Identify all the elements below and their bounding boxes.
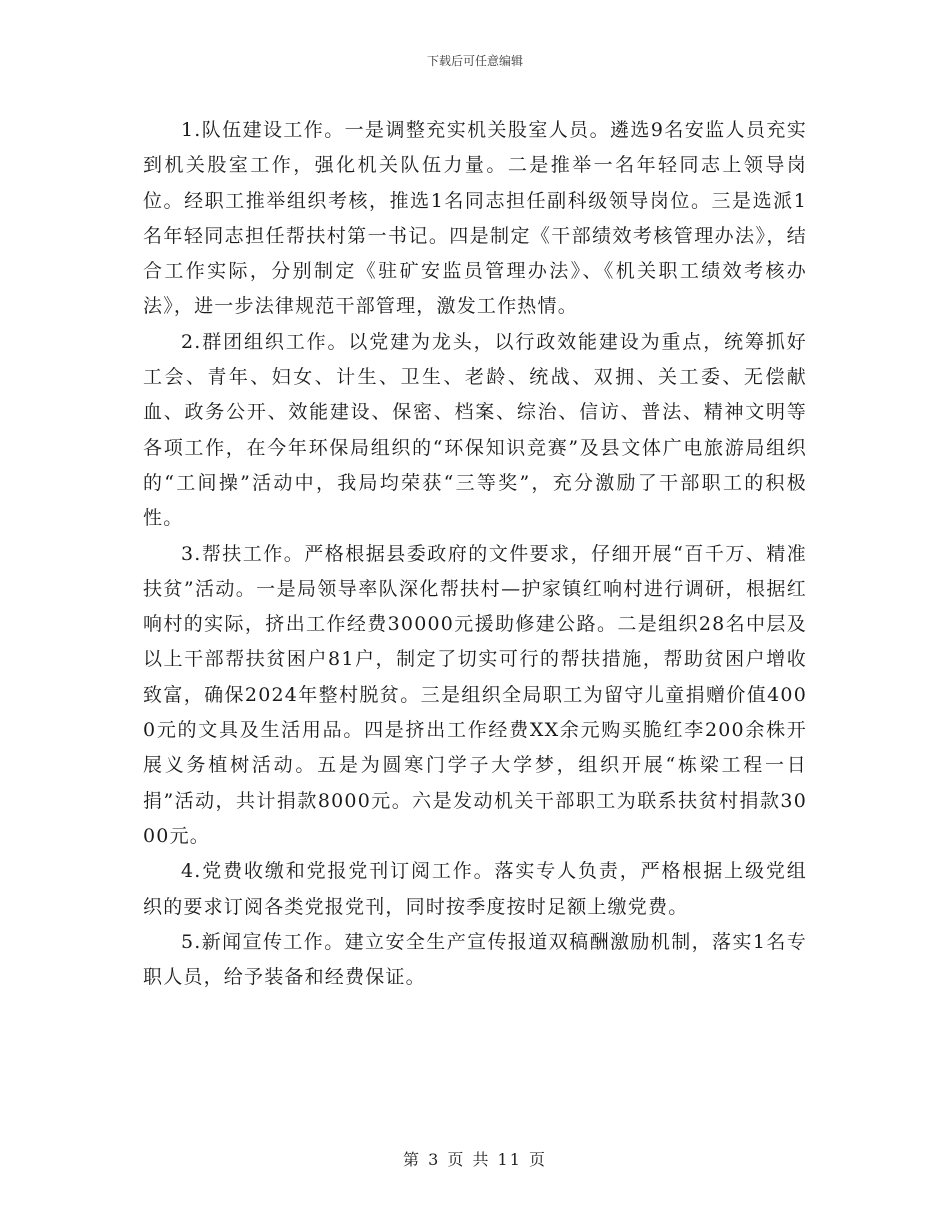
paragraph-mass-organization: 2.群团组织工作。以党建为龙头，以行政效能建设为重点，统筹抓好工会、青年、妇女、计生、卫生、老龄、统战、双拥、关工委、无偿献血、政务公开、效能建设、保密、档案、综治、信访、普法、精神文明等各项工作，在今年环保局组织的“环保知识竞赛”及县文体广电旅游局组织的“工间操”活动中，我局均荣获“三等奖”，充分激励了干部职工的积极性。	[143, 330, 807, 530]
page-header: 下载后可任意编辑	[426, 54, 523, 68]
paragraph-assistance-work: 3.帮扶工作。严格根据县委政府的文件要求，仔细开展“百千万、精准扶贫”活动。一是局领导率队深化帮扶村—护家镇红响村进行调研，根据红响村的实际，挤出工作经费30000元援助修建公路。二是组织28名中层及以上干部帮扶贫困户81户，制定了切实可行的帮扶措施，帮助贫困户增收致富，确保2024年整村脱贫。三是组织全局职工为留守儿童捐赠价值4000元的文具及生活用品。四是挤出工作经费XX余元购买脆红李200余株开展义务植树活动。五是为圆寒门学子大学梦，组织开展“栋梁工程一日捐”活动，共计捐款8000元。六是发动机关干部职工为联系扶贫村捐款3000元。	[143, 542, 807, 847]
document-body	[143, 113, 807, 995]
page-number-footer: 第 3 页 共 11 页	[403, 1150, 547, 1169]
paragraph-news-publicity: 5.新闻宣传工作。建立安全生产宣传报道双稿酬激励机制，落实1名专职人员，给予装备和经费保证。	[143, 930, 807, 989]
paragraph-party-dues: 4.党费收缴和党报党刊订阅工作。落实专人负责，严格根据上级党组织的要求订阅各类党报党刊，同时按季度按时足额上缴党费。	[143, 860, 807, 918]
paragraph-team-building: 1.队伍建设工作。一是调整充实机关股室人员。遴选9名安监人员充实到机关股室工作，强化机关队伍力量。二是推举一名年轻同志上领导岗位。经职工推举组织考核，推选1名同志担任副科级领导岗位。三是选派1名年轻同志担任帮扶村第一书记。四是制定《干部绩效考核管理办法》，结合工作实际，分别制定《驻矿安监员管理办法》、《机关职工绩效考核办法》，进一步法律规范干部管理，激发工作热情。	[143, 119, 807, 318]
